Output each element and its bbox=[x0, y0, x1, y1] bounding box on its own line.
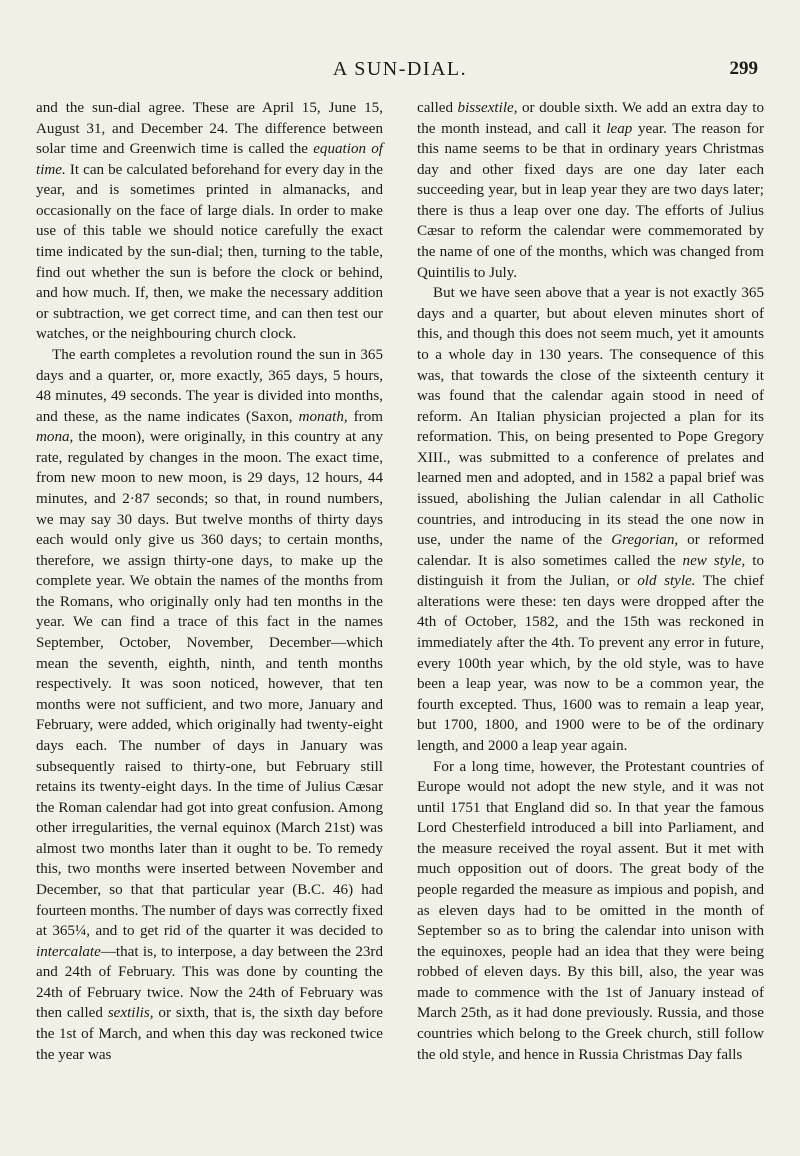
italic-term: bissextile, bbox=[457, 100, 518, 116]
italic-term: monath, bbox=[298, 408, 348, 425]
italic-term: mona, bbox=[36, 429, 74, 446]
italic-term: leap bbox=[606, 120, 633, 137]
paragraph: For a long time, however, the Protestant countries of Europe would not adopt the new style, and it was not until 1751 that England did so. In that year the famous Lord Chesterfield introduced a bill into Parliament, and the measure received the royal assent. But it met with much opposition out of doors. The great body of the people regarded the measure as impious and popish, and as eleven days had to be omitted in the month of September so as to bring the calendar into unison with the equinoxes, people had an idea that they were being robbed of eleven days. By this bill, also, the year was made to commence with the 1st of January instead of March 25th, as it had done previously. Russia, and those countries which belong to the Greek church, still follow the old style, and hence in Russia Christmas Day falls bbox=[417, 758, 764, 1063]
italic-term: old style. bbox=[637, 573, 696, 590]
left-column bbox=[36, 98, 383, 1065]
paragraph: The earth completes a revolution round the sun in 365 days and a quarter, or, more exactly, 365 days, 5 hours, 48 minutes, 49 seconds. The year is divided into months, and these, as the name indicates (Saxon, monath, from mona, the moon), were originally, in this country at any rate, regulated by changes in the moon. The exact time, from new moon to new moon, is 29 days, 12 hours, 44 minutes, and 2·87 seconds; so that, in round numbers, we may say 30 days. But twelve months of thirty days each would only give us 360 days; to certain months, therefore, we assign thirty-one days, to make up the complete year. We obtain the names of the months from the Romans, who originally only had ten months in the year. We can find a trace of this fact in the names September, October, November, December—which mean the seventh, eighth, ninth, and tenth months respectively. It was soon noticed, however, that ten months were not sufficient, and two more, January and February, were added, which originally had twenty-eight days each. The number of days in January was subsequently raised to thirty-one, but February still retains its twenty-eight days. In the time of Julius Cæsar the Roman calendar had got into great confusion. Among other irregularities, the vernal equinox (March 21st) was almost two months later than it ought to be. To remedy this, two months were inserted between November and December, so that that particular year (B.C. 46) had fourteen months. The number of days was correctly fixed at 365¼, and to get rid of the quarter it was decided to intercalate—that is, to interpose, a day between the 23rd and 24th of February. This was done by counting the 24th of February twice. Now the 24th of February was then called sextilis, or sixth, that is, the sixth day before the 1st of March, and when this day was reckoned twice the year was bbox=[36, 346, 383, 1063]
italic-term: new style, bbox=[682, 552, 746, 569]
page-number: 299 bbox=[729, 58, 758, 79]
paragraph: called bissextile, or double sixth. We add an extra day to the month instead, and call it leap year. The reason for this name seems to be that in ordinary years Christmas day and other fixed days are one day later each succeeding year, but in leap year they are two days later; there is thus a leap over one day. The efforts of Julius Cæsar to reform the calendar were commemorated by the name of one of the months, which was changed from Quintilis to July. bbox=[417, 100, 764, 281]
paragraph: and the sun-dial agree. These are April 15, June 15, August 31, and December 24. The difference between solar time and Greenwich time is called the equation of time. It can be calculated beforehand for every day in the year, and is sometimes printed in almanacks, and occasionally on the face of large dials. In order to make use of this table we should notice carefully the exact time indicated by the sun-dial; then, turning to the table, find out whether the sun is before the clock or behind, and how much. If, then, we make the necessary addition or subtraction, we get correct time, and can then test our watches, or the neighbouring church clock. bbox=[36, 100, 383, 343]
italic-term: equation of time. bbox=[36, 141, 383, 178]
italic-term: intercalate bbox=[36, 943, 101, 960]
running-head bbox=[36, 58, 764, 82]
paragraph: But we have seen above that a year is not exactly 365 days and a quarter, but about eleven minutes short of this, and though this does not seem much, yet it amounts to a whole day in 130 years. The consequence of this was, that towards the close of the sixteenth century it was found that the calendar again stood in need of reform. An Italian physician projected a plan for its reformation. This, on being presented to Pope Gregory XIII., was submitted to a conference of prelates and learned men and adopted, and in 1582 a papal brief was issued, abolishing the Julian calendar in all Catholic countries, and introducing in its stead the one now in use, under the name of the Gregorian, or reformed calendar. It is also sometimes called the new style, to distinguish it from the Julian, or old style. The chief alterations were these: ten days were dropped after the 4th of October, 1582, and the 15th was reckoned in immediately after the 4th. To prevent any error in future, every 100th year which, by the old style, was to have been a leap year, was now to be a common year, the fourth excepted. Thus, 1600 was to remain a leap year, but 1700, 1800, and 1900 were to be of the ordinary length, and 2000 a leap year again. bbox=[417, 285, 765, 754]
right-column bbox=[417, 98, 764, 1065]
italic-term: sextilis, bbox=[107, 1005, 154, 1022]
running-title: A SUN-DIAL. bbox=[332, 58, 468, 80]
italic-term: Gregorian, bbox=[611, 532, 679, 549]
